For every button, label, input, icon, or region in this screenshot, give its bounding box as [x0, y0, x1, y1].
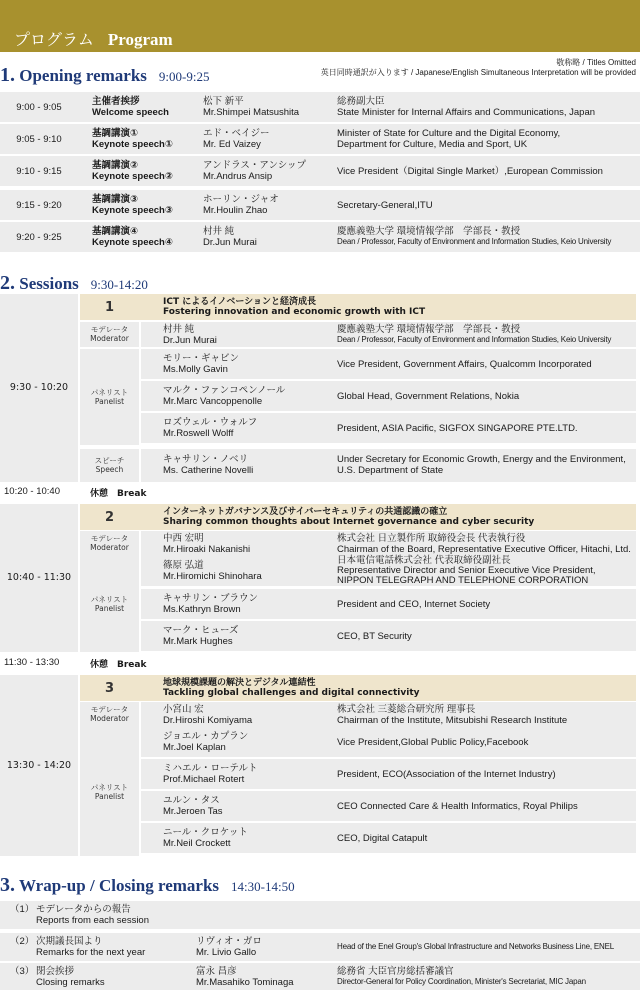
role-jp: 基調講演④	[92, 226, 139, 237]
interpretation-note: 英日同時通訳が入ります / Japanese/English Simultaneous Interpretation will be provided	[320, 68, 636, 77]
speaker-org: Director-General for Policy Coordination, Minister's Secretariat, MIC Japan	[337, 977, 586, 986]
role-jp: 主催者挨拶	[92, 96, 140, 107]
moderator-org: 慶應義塾大学 環境情報学部 学部長・教授	[337, 324, 521, 335]
panelist-name-jp: ニール・クロケット	[163, 827, 248, 838]
panelist-org: President and CEO, Internet Society	[337, 599, 491, 610]
item-title-jp: モデレータからの報告	[36, 904, 131, 915]
session-number: 3	[104, 681, 115, 696]
role-en: Keynote speech④	[92, 237, 173, 248]
speech-org: Under Secretary for Economic Growth, Energy and the Environment,	[337, 454, 626, 465]
session-time: 9:30 - 10:20	[9, 382, 69, 393]
speaker-name-jp: 松下 新平	[203, 96, 244, 107]
moderator-label: モデレータ Moderator	[90, 705, 129, 723]
speaker-name-jp: 村井 純	[203, 226, 235, 237]
speaker-name-en: Mr. Ed Vaizey	[203, 139, 261, 150]
break-label: 休憩 Break	[90, 489, 147, 499]
program-title-jp: プログラム	[14, 30, 94, 49]
speaker-name-jp: エド・ベイジー	[203, 128, 270, 139]
role-en: Keynote speech③	[92, 205, 173, 216]
moderator-name-jp: 小宮山 宏	[163, 704, 204, 715]
speaker-name-en: Mr. Livio Gallo	[196, 947, 257, 958]
item-title-en: Closing remarks	[36, 977, 105, 988]
break-time: 10:20 - 10:40	[4, 486, 60, 497]
panelist-name-en: Ms.Molly Gavin	[163, 364, 228, 375]
speech-org: U.S. Department of State	[337, 465, 444, 476]
row-time: 9:05 - 9:10	[16, 134, 62, 145]
panelist-name-en: Mr.Joel Kaplan	[163, 742, 226, 753]
speaker-name-jp: アンドラス・アンシップ	[203, 160, 307, 171]
item-title-en: Remarks for the next year	[36, 947, 146, 958]
item-title-en: Reports from each session	[36, 915, 149, 926]
speaker-org: 総務省 大臣官房総括審議官	[337, 966, 454, 977]
program-title-en: Program	[107, 30, 173, 49]
speaker-name-jp: ホーリン・ジャオ	[203, 194, 279, 205]
speaker-name-jp: 富永 昌彦	[196, 966, 237, 977]
section-time: 9:00-9:25	[158, 69, 210, 84]
panelist-name-en: Prof.Michael Rotert	[163, 774, 245, 785]
session-number: 2	[104, 510, 115, 525]
speaker-name-en: Mr.Andrus Ansip	[203, 171, 273, 182]
row-time: 9:15 - 9:20	[16, 200, 62, 211]
session-time: 10:40 - 11:30	[6, 572, 72, 583]
panelist-org: NIPPON TELEGRAPH AND TELEPHONE CORPORATION	[337, 575, 589, 586]
session-title-jp: ICT によるイノベーションと経済成長	[163, 297, 316, 307]
speech-name-en: Ms. Catherine Novelli	[163, 465, 254, 476]
panelist-name-jp: 篠原 弘道	[163, 560, 204, 571]
section-title: Opening remarks	[19, 66, 147, 85]
speaker-name-jp: リヴィオ・ガロ	[196, 936, 262, 947]
item-index: （2）	[10, 936, 35, 947]
panelist-org: Global Head, Government Relations, Nokia	[337, 391, 520, 402]
panelist-name-jp: ロズウェル・ウォルフ	[163, 417, 258, 428]
panelist-name-en: Mr.Marc Vancoppenolle	[163, 396, 263, 407]
speaker-name-en: Mr.Shimpei Matsushita	[203, 107, 300, 118]
program-title	[14, 30, 173, 50]
section-time: 14:30-14:50	[231, 879, 295, 894]
panelist-org: Representative Director and Senior Executive Vice President,	[337, 565, 596, 576]
panelist-label: パネリスト Panelist	[90, 782, 129, 801]
program-header	[0, 0, 640, 52]
panelist-org: CEO, Digital Catapult	[337, 833, 428, 844]
role-en: Keynote speech①	[92, 139, 173, 150]
session-title-en: Sharing common thoughts about Internet governance and cyber security	[163, 517, 535, 527]
speech-name-jp: キャサリン・ノベリ	[163, 454, 249, 465]
speaker-org: 慶應義塾大学 環境情報学部 学部長・教授	[337, 226, 521, 237]
row-time: 9:20 - 9:25	[16, 232, 62, 243]
moderator-name-en: Mr.Hiroaki Nakanishi	[163, 544, 251, 555]
speaker-org: 総務副大臣	[337, 96, 385, 107]
panelist-name-en: Mr.Hiromichi Shinohara	[163, 571, 262, 582]
session-title-en: Fostering innovation and economic growth with ICT	[163, 307, 426, 317]
moderator-label: モデレータ Moderator	[90, 534, 129, 552]
panelist-org: CEO, BT Security	[337, 631, 412, 642]
panelist-name-jp: キャサリン・ブラウン	[163, 593, 259, 604]
role-jp: 基調講演②	[92, 160, 139, 171]
panelist-name-jp: ジョエル・カプラン	[163, 731, 249, 742]
speaker-name-en: Mr.Masahiko Tominaga	[196, 977, 294, 988]
row-time: 9:10 - 9:15	[16, 166, 62, 177]
role-jp: 基調講演③	[92, 194, 139, 205]
section-number: 2.	[0, 272, 15, 294]
role-en: Welcome speech	[92, 107, 169, 118]
moderator-label: モデレータ Moderator	[90, 325, 129, 343]
break-label: 休憩 Break	[90, 660, 147, 670]
panelist-org: Vice President,Global Public Policy,Facebook	[337, 737, 529, 748]
panelist-name-en: Ms.Kathryn Brown	[163, 604, 241, 615]
speech-label: スピーチ Speech	[94, 456, 125, 474]
item-index: （1）	[10, 904, 35, 915]
panelist-name-en: Mr.Jeroen Tas	[163, 806, 223, 817]
section-1-heading	[0, 64, 209, 86]
moderator-name-en: Dr.Jun Murai	[163, 335, 217, 346]
moderator-org: Chairman of the Institute, Mitsubishi Research Institute	[337, 715, 568, 726]
panelist-org: President, ASIA Pacific, SIGFOX SINGAPORE PTE.LTD.	[337, 423, 578, 434]
moderator-name-en: Dr.Hiroshi Komiyama	[163, 715, 253, 726]
session-number: 1	[104, 300, 115, 315]
item-index: （3）	[10, 966, 35, 977]
moderator-org: Chairman of the Board, Representative Executive Officer, Hitachi, Ltd.	[337, 544, 631, 555]
panelist-name-jp: ミハエル・ローテルト	[163, 763, 258, 774]
section-2-heading	[0, 272, 148, 294]
speaker-org: Dean / Professor, Faculty of Environment and Information Studies, Keio University	[337, 237, 612, 246]
panelist-name-jp: ユルン・タス	[163, 795, 220, 806]
panelist-name-en: Mr.Mark Hughes	[163, 636, 233, 647]
speaker-org: Minister of State for Culture and the Digital Economy,	[337, 128, 561, 139]
moderator-org: Dean / Professor, Faculty of Environment and Information Studies, Keio University	[337, 335, 612, 344]
role-jp: 基調講演①	[92, 128, 139, 139]
row-time: 9:00 - 9:05	[16, 102, 62, 113]
panelist-org: 日本電信電話株式会社 代表取締役副社長	[337, 555, 511, 566]
panelist-label: パネリスト Panelist	[90, 388, 129, 406]
titles-omitted-note: 敬称略 / Titles Omitted	[556, 58, 636, 67]
section-title: Sessions	[19, 274, 79, 293]
moderator-name-jp: 中西 宏明	[163, 533, 204, 544]
section-time: 9:30-14:20	[90, 277, 148, 292]
panelist-name-jp: マルク・ファンコペンノール	[163, 385, 286, 396]
moderator-org: 株式会社 三菱総合研究所 理事長	[337, 704, 476, 715]
speaker-name-en: Dr.Jun Murai	[203, 237, 257, 248]
panelist-org: Vice President, Government Affairs, Qualcomm Incorporated	[337, 359, 592, 370]
moderator-name-jp: 村井 純	[163, 324, 195, 335]
break-time: 11:30 - 13:30	[4, 657, 60, 668]
panelist-name-jp: マーク・ヒューズ	[163, 625, 239, 636]
item-title-jp: 閉会挨拶	[36, 966, 75, 977]
moderator-org: 株式会社 日立製作所 取締役会長 代表執行役	[337, 533, 526, 544]
session-title-en: Tackling global challenges and digital connectivity	[163, 688, 420, 698]
speaker-org: Head of the Enel Group's Global Infrastructure and Networks Business Line, ENEL	[337, 942, 614, 951]
section-number: 1.	[0, 64, 15, 86]
speaker-org: Vice President（Digital Single Market）,European Commission	[337, 166, 603, 177]
section-title: Wrap-up / Closing remarks	[18, 876, 220, 895]
panelist-name-en: Mr.Neil Crockett	[163, 838, 231, 849]
panelist-label: パネリスト Panelist	[90, 595, 129, 613]
speaker-name-en: Mr.Houlin Zhao	[203, 205, 268, 216]
panelist-name-en: Mr.Roswell Wolff	[163, 428, 234, 439]
section-3-heading	[0, 874, 295, 896]
item-title-jp: 次期議長国より	[36, 936, 103, 947]
section-number: 3.	[0, 874, 15, 896]
session-title-jp: 地球規模課題の解決とデジタル連結性	[163, 678, 316, 688]
speaker-org: Secretary-General,ITU	[337, 200, 433, 211]
panelist-name-jp: モリー・ギャビン	[163, 353, 240, 364]
speaker-org: Department for Culture, Media and Sport, UK	[337, 139, 528, 150]
session-title-jp: インターネットガバナンス及びサイバーセキュリティの共通認識の確立	[163, 507, 448, 517]
panelist-org: President, ECO(Association of the Internet Industry)	[337, 769, 556, 780]
role-en: Keynote speech②	[92, 171, 173, 182]
panelist-org: CEO Connected Care & Health Informatics, Royal Philips	[337, 801, 578, 812]
session-time: 13:30 - 14:20	[6, 759, 72, 771]
speaker-org: State Minister for Internal Affairs and Communications, Japan	[337, 107, 596, 118]
